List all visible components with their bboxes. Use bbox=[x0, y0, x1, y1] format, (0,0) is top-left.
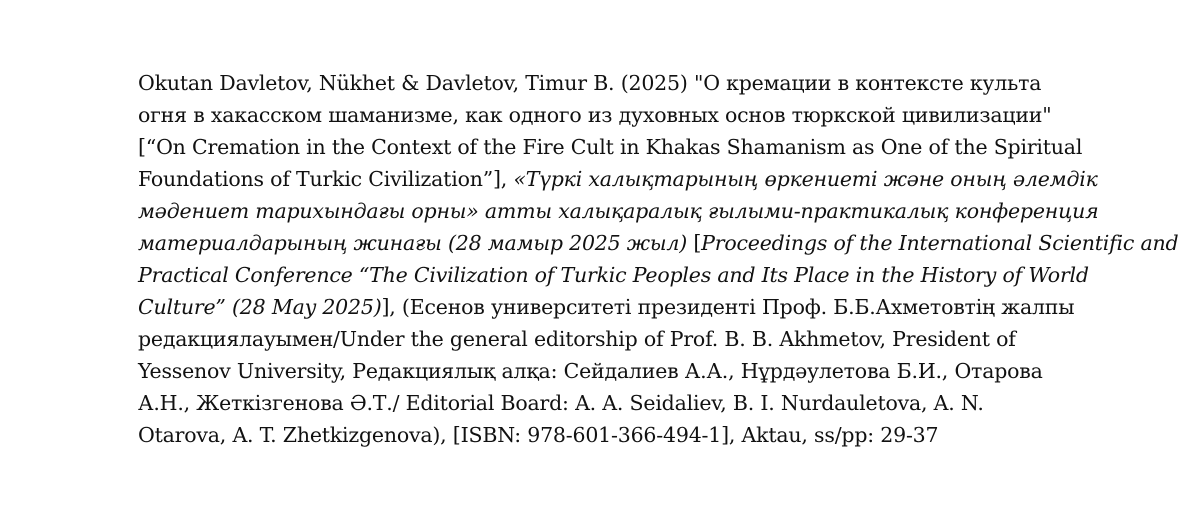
citation-segment: огня в хакасском шаманизме, как одного из духовных основ тюркской цивилизации" bbox=[138, 103, 1052, 127]
citation-segment: [“On Cremation in the Context of the Fire Cult in Khakas Shamanism as One of the Spiritual bbox=[138, 135, 1083, 159]
citation-line bbox=[138, 419, 1113, 451]
citation-segment-italic: «Түркі халықтарының өркениеті және оның әлемдік bbox=[513, 167, 1098, 191]
citation-line bbox=[138, 163, 1113, 195]
citation-segment: [ bbox=[687, 231, 702, 255]
citation-text bbox=[138, 67, 1179, 451]
citation-segment: Foundations of Turkic Civilization”], bbox=[138, 167, 514, 191]
citation-segment: Okutan Davletov, Nükhet & Davletov, Timur B. (2025) "О кремации в контексте культа bbox=[138, 71, 1042, 95]
citation-line bbox=[138, 195, 1113, 227]
citation-line bbox=[138, 323, 1113, 355]
citation-line bbox=[138, 259, 1113, 291]
citation-segment: редакциялауымен/Under the general editorship of Prof. B. B. Akhmetov, President of bbox=[138, 327, 1016, 351]
citation-segment: А.Н., Жеткізгенова Ә.Т./ Editorial Board: A. A. Seidaliev, B. I. Nurdauletova, A. N. bbox=[138, 391, 984, 415]
citation-segment-italic: Culture” (28 May 2025) bbox=[138, 295, 382, 319]
citation-line bbox=[138, 355, 1113, 387]
citation-line bbox=[138, 131, 1113, 163]
citation-segment: ], (Есенов университеті президенті Проф. Б.Б.Ахметовтің жалпы bbox=[381, 295, 1075, 319]
citation-segment-italic: материалдарының жинағы (28 мамыр 2025 жыл) bbox=[138, 231, 688, 255]
citation-line bbox=[138, 291, 1113, 323]
citation-line bbox=[138, 67, 1113, 99]
citation-segment-italic: Practical Conference “The Civilization of Turkic Peoples and Its Place in the History of World bbox=[138, 263, 1089, 287]
citation-segment: Otarova, A. T. Zhetkizgenova), [ISBN: 978-601-366-494-1], Aktau, ss/pp: 29-37 bbox=[138, 423, 939, 447]
citation-segment-italic: Proceedings of the International Scientific and bbox=[701, 231, 1179, 255]
citation-line bbox=[138, 99, 1113, 131]
citation-segment-italic: мәдениет тарихындағы орны» атты халықаралық ғылыми-практикалық конференция bbox=[138, 199, 1099, 223]
citation-segment: Yessenov University, Редакциялық алқа: Сейдалиев А.А., Нұрдәулетова Б.И., Отарова bbox=[138, 359, 1043, 383]
citation-line bbox=[138, 387, 1113, 419]
citation-line bbox=[138, 227, 1179, 259]
